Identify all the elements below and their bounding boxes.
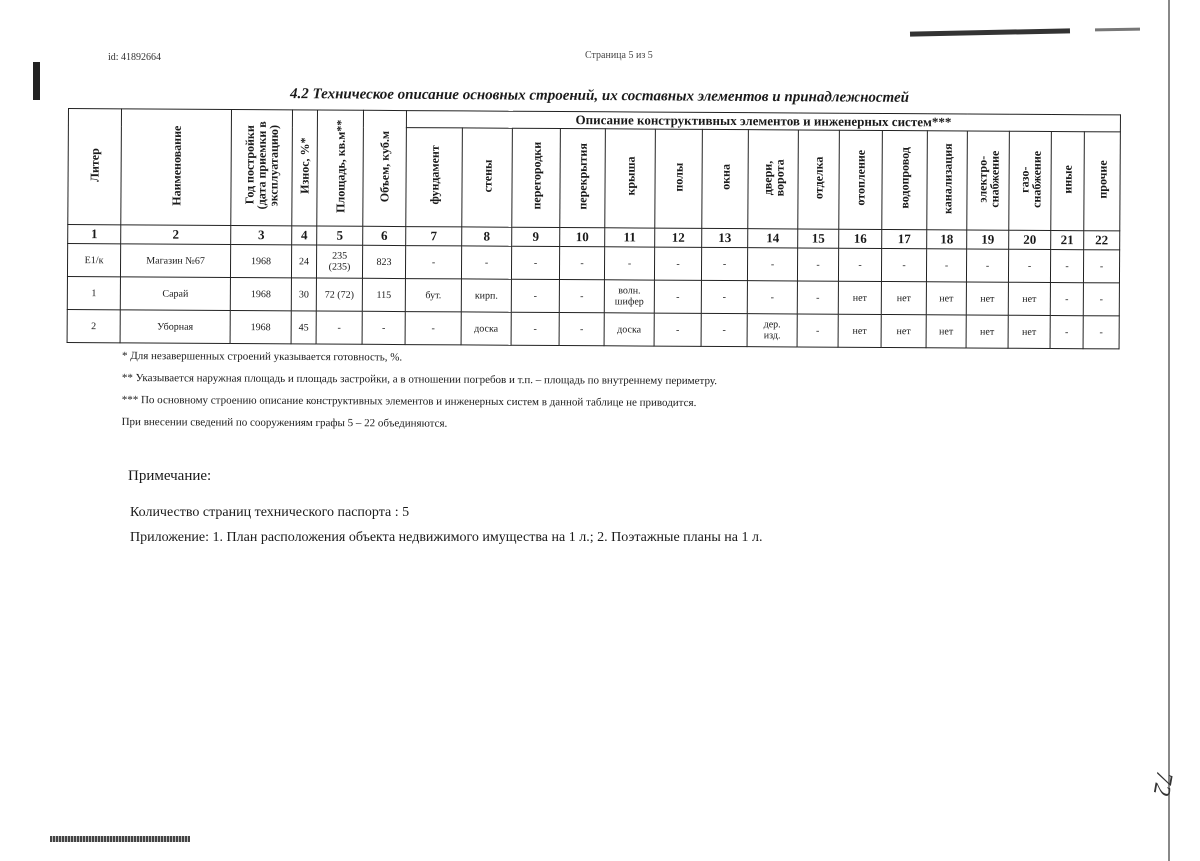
table-cell: - (797, 281, 838, 314)
table-cell: - (838, 248, 881, 281)
col-header-heating: отопление (839, 130, 883, 229)
col-header-wear: Износ, %* (292, 110, 318, 226)
appendix-note: Приложение: 1. План расположения объекта недвижимого имущества на 1 л.; 2. Поэтажные планы на 1 л. (130, 530, 763, 545)
scan-artifact-left (33, 62, 40, 100)
table-cell: - (1050, 250, 1083, 283)
column-number: 11 (605, 228, 655, 247)
table-cell: бут. (405, 279, 461, 312)
scan-artifact-top-small (1095, 28, 1140, 32)
table-cell: нет (966, 282, 1008, 315)
document-id: id: 41892664 (108, 52, 162, 63)
column-number: 13 (702, 228, 748, 247)
table-cell: дер. изд. (747, 314, 797, 347)
column-number: 18 (927, 230, 967, 249)
table-cell: - (797, 248, 838, 281)
table-cell: - (1050, 283, 1083, 316)
table-cell: нет (926, 315, 966, 348)
table-cell: - (405, 246, 461, 279)
table-cell: 235 (235) (316, 245, 362, 278)
column-number: 14 (748, 229, 798, 248)
table-cell: нет (1008, 315, 1050, 348)
table-cell: нет (1008, 282, 1050, 315)
table-cell: 45 (291, 311, 316, 344)
table-cell: - (654, 313, 701, 346)
table-cell: - (701, 247, 747, 280)
col-header-walls: стены (462, 128, 513, 227)
footnotes (122, 350, 718, 441)
column-number: 19 (967, 230, 1009, 249)
column-number: 5 (317, 226, 363, 245)
footnote: *** По основному строению описание конструктивных элементов и инженерных систем в данной таблице не приводится. (121, 393, 697, 410)
table-cell: нет (881, 281, 926, 314)
column-number: 15 (798, 229, 839, 248)
table-cell: - (1083, 316, 1119, 349)
column-number: 22 (1084, 231, 1120, 250)
col-header-foundation: фундамент (406, 128, 463, 227)
table-cell: - (966, 249, 1008, 282)
col-header-doors: двери, ворота (748, 130, 799, 229)
table-body (67, 244, 1120, 349)
table-cell: - (1050, 316, 1083, 349)
col-header-floors: полы (655, 129, 703, 228)
col-header-partitions: перегородки (512, 128, 561, 227)
table-cell: - (559, 280, 604, 313)
col-header-floors-slabs: перекрытия (560, 129, 606, 228)
table-cell: Уборная (120, 310, 230, 344)
col-header-finishing: отделка (798, 130, 840, 229)
table-cell: Сарай (120, 277, 230, 311)
scan-artifact-top (910, 28, 1070, 36)
table-row (67, 309, 1119, 348)
footnote: ** Указывается наружная площадь и площадь застройки, а в отношении погребов и т.п. – площадь по внутреннему периметру. (121, 371, 718, 388)
table-cell: 823 (362, 245, 405, 278)
col-header-other: иные (1051, 132, 1085, 231)
table-cell: - (461, 246, 511, 279)
note-title: Примечание: (128, 468, 212, 484)
col-header-roof: крыша (605, 129, 656, 228)
table-cell: нет (838, 281, 881, 314)
table-cell: - (316, 311, 362, 344)
scan-artifact-bottom (50, 836, 190, 842)
table-cell: - (747, 248, 797, 281)
table-cell: нет (966, 315, 1008, 348)
table-cell: Магазин №67 (120, 244, 230, 278)
column-number: 2 (121, 225, 231, 245)
table-cell: - (654, 247, 701, 280)
technical-description-table (67, 108, 1121, 349)
column-number: 17 (882, 229, 927, 248)
col-header-liter: Литер (68, 109, 122, 225)
table-cell: 2 (67, 309, 120, 342)
column-number: 6 (363, 226, 406, 245)
column-number: 16 (839, 229, 882, 248)
column-number: 20 (1009, 230, 1051, 249)
column-number: 8 (462, 227, 512, 246)
col-header-windows: окна (702, 129, 749, 228)
page-title: 4.2 Техническое описание основных строений, их составных элементов и принадлежностей (289, 86, 910, 106)
table-cell: - (511, 312, 559, 345)
col-header-gas: газо- снабжение (1009, 131, 1052, 230)
table-cell: 1 (67, 276, 120, 309)
table-cell: - (926, 249, 966, 282)
table-cell: - (1083, 250, 1119, 283)
column-number: 12 (655, 228, 702, 247)
table-cell: - (559, 247, 604, 280)
table-cell: - (701, 313, 747, 346)
table-cell: 72 (72) (316, 278, 362, 311)
page-count-note: Количество страниц технического паспорта : 5 (130, 505, 410, 520)
table-cell: - (1083, 283, 1119, 316)
col-header-electricity: электро- снабжение (967, 131, 1010, 230)
table-cell: волн. шифер (604, 280, 654, 313)
scan-artifact-right-edge (1168, 0, 1170, 861)
table-cell: - (654, 280, 701, 313)
col-header-sewerage: канализация (927, 131, 968, 230)
footnote: * Для незавершенных строений указывается готовность, %. (121, 350, 403, 364)
table-cell: доска (604, 313, 654, 346)
table-cell: 24 (291, 245, 316, 278)
column-number: 3 (231, 225, 292, 244)
table-cell: нет (838, 314, 881, 347)
column-number: 10 (560, 228, 605, 247)
table-cell: 1968 (230, 277, 291, 310)
table-cell: 115 (362, 278, 405, 311)
table-cell: - (881, 248, 926, 281)
footnote: При внесении сведений по сооружениям графы 5 – 22 объединяются. (121, 415, 448, 430)
col-header-volume: Объем, куб.м (363, 110, 407, 226)
table-cell: - (797, 314, 838, 347)
column-number: 9 (512, 227, 560, 246)
table-cell: - (604, 247, 654, 280)
table-cell: 1968 (230, 310, 291, 343)
column-number: 21 (1051, 231, 1084, 250)
table-cell: - (747, 281, 797, 314)
table-cell: - (701, 280, 747, 313)
col-header-name: Наименование (121, 109, 232, 226)
table-cell: - (559, 313, 604, 346)
table-cell: доска (461, 312, 511, 345)
table-cell: - (362, 311, 405, 344)
col-header-area: Площадь, кв.м** (317, 110, 364, 226)
col-header-year: Год постройки (дата приемки в эксплуатацию) (231, 109, 293, 225)
page-indicator: Страница 5 из 5 (585, 50, 653, 61)
column-number: 1 (68, 225, 121, 244)
table-cell: 1968 (230, 244, 291, 277)
col-header-water: водопровод (882, 130, 928, 229)
table-cell: 30 (291, 278, 316, 311)
col-header-misc: прочие (1084, 132, 1121, 231)
column-number: 7 (406, 227, 462, 246)
table-cell: нет (926, 282, 966, 315)
handwritten-page-number: 72 (1147, 769, 1178, 798)
table-cell: Е1/к (67, 244, 120, 277)
table-cell: - (1008, 249, 1050, 282)
table-cell: кирп. (461, 279, 511, 312)
group-header-elements: Описание конструктивных элементов и инженерных систем*** (406, 111, 1120, 132)
column-number: 4 (292, 226, 317, 245)
table-cell: - (405, 312, 461, 345)
table-cell: - (511, 279, 559, 312)
table-cell: - (511, 246, 559, 279)
table-cell: нет (881, 314, 926, 347)
